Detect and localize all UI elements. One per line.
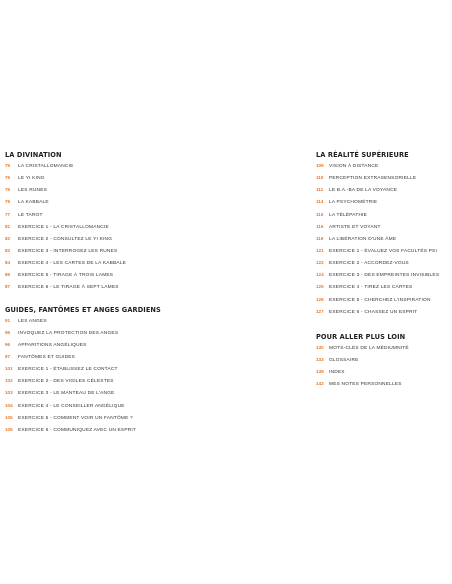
toc-entry[interactable]	[316, 199, 452, 211]
entry-title: PERCEPTION EXTRASENSORIELLE	[329, 176, 417, 182]
toc-entry[interactable]	[316, 212, 452, 224]
page-number: 109	[316, 163, 324, 168]
toc-entry[interactable]	[316, 369, 452, 381]
page-number: 101	[5, 366, 13, 372]
toc-entry[interactable]	[5, 199, 220, 211]
entry-title: EXERCICE 1 - LA CRISTALLOMANCIE	[18, 224, 109, 230]
entry-title: EXERCICE 4 - LE CONSEILLER ANGÉLIQUE	[18, 403, 125, 409]
entry-title: EXERCICE 4 - LES CARTES DE LA KABBALE	[18, 261, 127, 267]
page-number: 115	[316, 211, 324, 217]
page-number: 81	[5, 223, 11, 229]
entry-title: EXERCICE 2 - CONSULTEZ LE YI KING	[18, 236, 113, 242]
toc-entry[interactable]	[316, 345, 452, 357]
entry-title: LA TÉLÉPATHIE	[329, 212, 368, 218]
entry-title: EXERCICE 1 - ÉVALUEZ VOS FACULTÉS PSI	[329, 248, 437, 254]
page-number: 114	[316, 199, 324, 205]
toc-entry[interactable]	[316, 248, 452, 260]
entry-title: EXERCICE 3 - INTERROGEZ LES RUNES	[18, 248, 118, 254]
toc-entry[interactable]	[5, 403, 220, 415]
page-number: 133	[316, 356, 324, 362]
entry-title: EXERCICE 5 - COMMENT VOIR UN FANTÔME ?	[18, 415, 133, 421]
entry-title: ARTISTE ET VOYANT	[329, 224, 381, 230]
page-number: 82	[5, 235, 11, 241]
page-number: 106	[5, 426, 13, 432]
page-number: 75	[5, 163, 11, 168]
page-number: 116	[316, 223, 324, 229]
toc-entry[interactable]	[5, 330, 220, 342]
entry-title: LA CRISTALLOMANCIE	[18, 164, 74, 169]
page-number: 86	[5, 272, 11, 278]
toc-entry[interactable]	[5, 318, 220, 330]
toc-entry[interactable]	[5, 284, 220, 296]
toc-entry[interactable]	[5, 163, 220, 175]
toc-entry[interactable]	[5, 236, 220, 248]
entry-title: EXERCICE 2 - ACCORDEZ-VOUS	[329, 261, 409, 267]
page-number: 77	[5, 211, 11, 217]
entry-title: FANTÔMES ET GUIDES	[18, 354, 76, 360]
page-number: 75	[5, 175, 11, 181]
page-number: 91	[5, 317, 11, 323]
toc-entry[interactable]	[5, 248, 220, 260]
toc-entry[interactable]	[5, 272, 220, 284]
entry-title: LES RUNES	[18, 188, 47, 194]
toc-section	[316, 151, 452, 321]
toc-entry[interactable]	[5, 342, 220, 354]
page-number: 121	[316, 247, 324, 253]
entry-title: EXERCICE 3 - DES EMPREINTES INVISIBLES	[329, 273, 440, 279]
toc-entry[interactable]	[5, 175, 220, 187]
toc-entry[interactable]	[316, 297, 452, 309]
toc-entry[interactable]	[316, 224, 452, 236]
page-number: 76	[5, 199, 11, 205]
page-number: 104	[5, 402, 13, 408]
toc-entry[interactable]	[316, 163, 452, 175]
page-number: 130	[316, 344, 324, 350]
toc-entry[interactable]	[316, 187, 452, 199]
page-number: 84	[5, 260, 11, 266]
entry-title: LA PSYCHOMÉTRIE	[329, 200, 378, 206]
page-number: 76	[5, 187, 11, 193]
toc-section	[5, 151, 220, 297]
page-number: 142	[316, 381, 324, 387]
page-number: 111	[316, 187, 324, 193]
page-number: 125	[316, 284, 324, 290]
page-number: 83	[5, 247, 11, 253]
toc-entry[interactable]	[5, 354, 220, 366]
entry-title: LA LIBÉRATION D'UNE ÂME	[329, 236, 397, 242]
entry-title: LE B.A.-BA DE LA VOYANCE	[329, 188, 398, 194]
page-number: 87	[5, 284, 11, 290]
entry-title: EXERCICE 5 - TIRAGE À TROIS LAMES	[18, 273, 114, 279]
toc-entry[interactable]	[316, 236, 452, 248]
toc-entry[interactable]	[5, 378, 220, 390]
entry-title: EXERCICE 6 - LE TIRAGE À SEPT LAMES	[18, 285, 119, 291]
toc-section	[316, 333, 452, 394]
toc-entry[interactable]	[5, 415, 220, 427]
toc-entry[interactable]	[5, 366, 220, 378]
page-number: 139	[316, 369, 324, 375]
toc-entry[interactable]	[5, 390, 220, 402]
toc-section	[5, 306, 220, 439]
page-number: 103	[5, 390, 13, 396]
entry-title: LA KABBALE	[18, 200, 49, 206]
page-number: 119	[316, 235, 324, 241]
entry-title: LE TAROT	[18, 212, 43, 218]
entry-title: INVOQUEZ LA PROTECTION DES ANGES	[18, 330, 119, 336]
entry-title: MOTS-CLÉS DE LA MÉDIUMNITÉ	[329, 345, 409, 351]
page-number: 102	[5, 378, 13, 384]
entry-title: EXERCICE 6 - COMMUNIQUEZ AVEC UN ESPRIT	[18, 427, 137, 433]
toc-entry[interactable]	[316, 381, 452, 393]
page-number: 96	[5, 341, 11, 347]
page-number: 124	[316, 272, 324, 278]
entry-title: APPARITIONS ANGÉLIQUES	[18, 342, 87, 348]
toc-entry[interactable]	[5, 260, 220, 272]
section-heading: LA RÉALITÉ SUPÉRIEURE	[316, 151, 409, 159]
page-number: 105	[5, 414, 13, 420]
toc-entry[interactable]	[5, 224, 220, 236]
section-heading: POUR ALLER PLUS LOIN	[316, 332, 406, 341]
toc-left-column	[5, 151, 220, 445]
toc-entry[interactable]	[5, 212, 220, 224]
toc-entry[interactable]	[5, 427, 220, 439]
entry-title: EXERCICE 4 - TIREZ LES CARTES	[329, 285, 413, 291]
page-number: 126	[316, 296, 324, 302]
toc-right-column	[316, 151, 452, 399]
toc-entry[interactable]	[316, 175, 452, 187]
entry-title: EXERCICE 6 - CHASSEZ UN ESPRIT	[329, 309, 418, 315]
page-number: 122	[316, 260, 324, 266]
toc-entry[interactable]	[316, 260, 452, 272]
page-number: 127	[316, 308, 324, 314]
entry-title: EXERCICE 2 - DES VIGILES CÉLESTES	[18, 379, 114, 385]
entry-title: GLOSSAIRE	[329, 357, 359, 363]
entry-title: LE YI KING	[18, 176, 45, 182]
toc-entry[interactable]	[316, 284, 452, 296]
page-number: 110	[316, 175, 324, 181]
toc-entry[interactable]	[5, 187, 220, 199]
entry-title: MES NOTES PERSONNELLES	[329, 382, 402, 388]
entry-title: LES ANGES	[18, 318, 47, 324]
page-number: 97	[5, 353, 11, 359]
entry-title: EXERCICE 3 - LE MANTEAU DE L'ANGE	[18, 391, 115, 397]
toc-entry[interactable]	[316, 309, 452, 321]
section-heading: GUIDES, FANTÔMES ET ANGES GARDIENS	[5, 305, 161, 314]
entry-title: EXERCICE 1 - ÉTABLISSEZ LE CONTACT	[18, 367, 118, 373]
entry-title: EXERCICE 5 - CHERCHEZ L'INSPIRATION	[329, 297, 431, 303]
toc-entry[interactable]	[316, 272, 452, 284]
section-heading: LA DIVINATION	[5, 151, 62, 159]
page-number: 95	[5, 329, 11, 335]
toc-entry[interactable]	[316, 357, 452, 369]
entry-title: VISION À DISTANCE	[329, 164, 379, 169]
entry-title: INDEX	[329, 370, 345, 376]
